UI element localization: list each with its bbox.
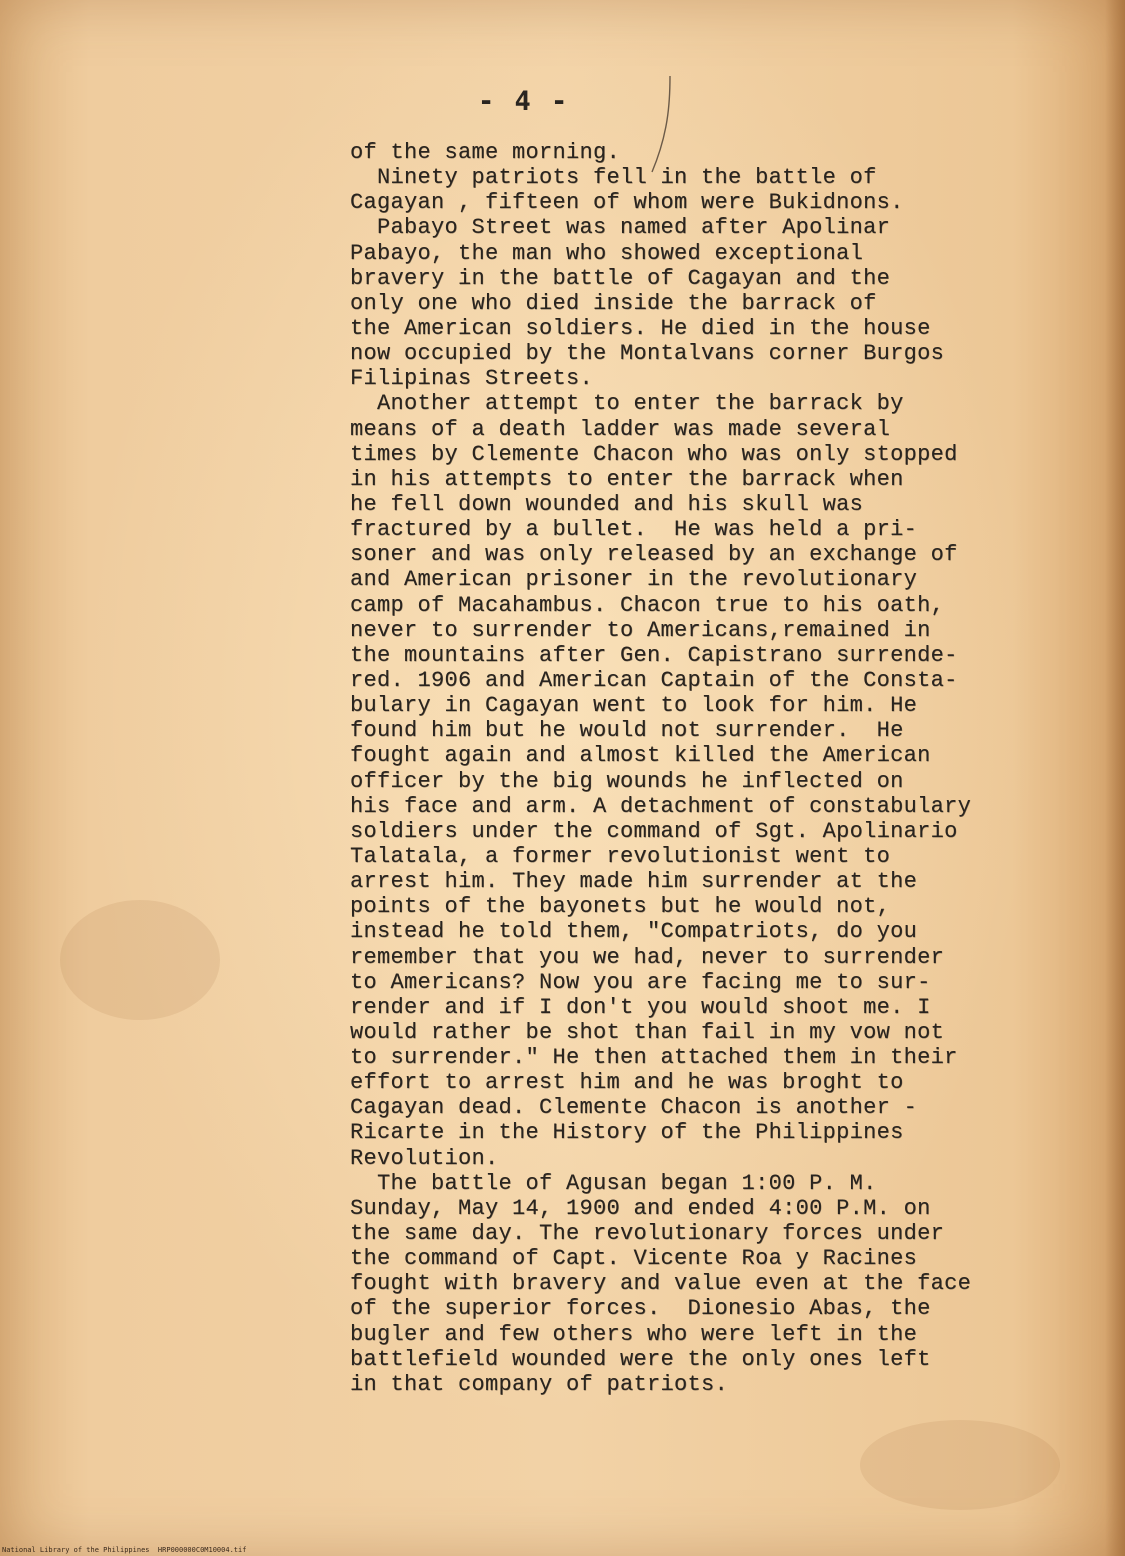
typed-body-text [350,140,1050,1397]
text-line: Another attempt to enter the barrack by [350,391,904,417]
text-line: Filipinas Streets. [350,366,594,392]
text-line: Cagayan , fifteen of whom were Bukidnons. [350,190,904,216]
text-line: the same day. The revolutionary forces under [350,1221,945,1247]
paper-stain [860,1420,1060,1510]
text-line: found him but he would not surrender. He [350,718,904,744]
text-line: the American soldiers. He died in the house [350,315,931,341]
text-line: in that company of patriots. [350,1371,729,1397]
text-line: fractured by a bullet. He was held a pri- [350,517,918,543]
text-line: officer by the big wounds he inflected on [350,768,904,794]
text-line: Ninety patriots fell in the battle of [350,165,877,191]
text-line: soner and was only released by an exchange of [350,542,958,568]
text-line: of the same morning. [350,140,621,165]
text-line: points of the bayonets but he would not, [350,894,891,920]
page-edge-shadow [1105,0,1125,1556]
text-line: bulary in Cagayan went to look for him. He [350,693,918,719]
text-line: effort to arrest him and he was broght to [350,1070,904,1096]
text-line: arrest him. They made him surrender at the [350,869,918,895]
text-line: the command of Capt. Vicente Roa y Racines [350,1246,918,1272]
text-line: of the superior forces. Dionesio Abas, the [350,1296,931,1322]
text-line: bugler and few others who were left in the [350,1321,918,1347]
text-line: Sunday, May 14, 1900 and ended 4:00 P.M. on [350,1195,931,1221]
text-line: battlefield wounded were the only ones left [350,1346,931,1372]
text-line: would rather be shot than fail in my vow not [350,1019,945,1045]
text-line: he fell down wounded and his skull was [350,491,864,517]
text-line: and American prisoner in the revolutionary [350,567,918,593]
text-line: now occupied by the Montalvans corner Burgos [350,341,945,367]
text-line: instead he told them, "Compatriots, do you [350,919,918,945]
text-line: times by Clemente Chacon who was only stopped [350,441,958,467]
text-line: Cagayan dead. Clemente Chacon is another - [350,1095,918,1121]
text-line: fought with bravery and value even at the face [350,1271,972,1297]
text-line: red. 1906 and American Captain of the Consta- [350,667,958,693]
text-line: bravery in the battle of Cagayan and the [350,265,891,291]
text-line: camp of Macahambus. Chacon true to his oath, [350,592,945,618]
paper-stain [60,900,220,1020]
text-line: the mountains after Gen. Capistrano surrende- [350,642,958,668]
text-line: soldiers under the command of Sgt. Apolinario [350,818,958,844]
text-line: never to surrender to Americans,remained in [350,617,931,643]
text-line: Pabayo Street was named after Apolinar [350,215,891,241]
text-line: only one who died inside the barrack of [350,290,877,316]
text-line: to surrender." He then attached them in their [350,1045,958,1071]
text-line: Pabayo, the man who showed exceptional [350,240,864,266]
text-line: The battle of Agusan began 1:00 P. M. [350,1170,877,1196]
text-line: Revolution. [350,1145,499,1171]
archive-footer: National Library of the Philippines HRP000000C0M10004.tif [2,1546,247,1554]
text-line: Ricarte in the History of the Philippines [350,1120,904,1146]
page-number: - 4 - [478,86,570,117]
text-line: to Americans? Now you are facing me to sur- [350,969,931,995]
text-line: in his attempts to enter the barrack when [350,466,904,492]
text-line: means of a death ladder was made several [350,416,891,442]
text-line: render and if I don't you would shoot me. I [350,994,931,1020]
text-line: fought again and almost killed the American [350,743,931,769]
text-line: remember that you we had, never to surrender [350,944,945,970]
text-line: Talatala, a former revolutionist went to [350,843,891,869]
text-line: his face and arm. A detachment of constabulary [350,793,972,819]
